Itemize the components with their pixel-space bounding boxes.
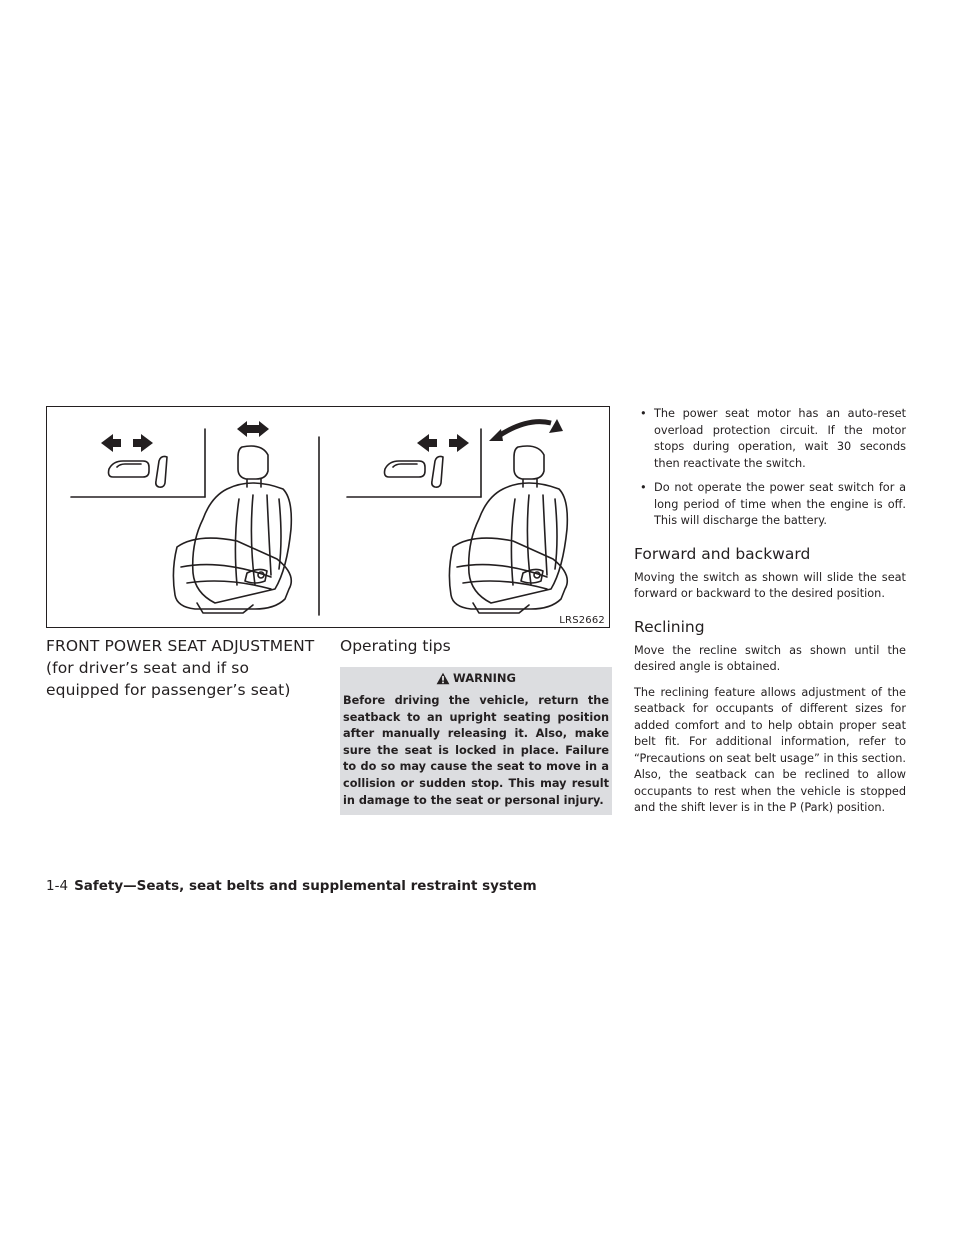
section-title	[46, 635, 316, 701]
section-title-line2: (for driver’s seat and if so	[46, 659, 250, 677]
recline-arrow	[489, 419, 563, 441]
slide-arrows-right	[417, 434, 469, 452]
warning-label: WARNING	[453, 671, 516, 685]
warning-triangle-icon	[436, 672, 450, 685]
right-panel	[347, 429, 567, 613]
page-number: 1-4	[46, 878, 69, 894]
forward-backward-text: Moving the switch as shown will slide the seat forward or backward to the desired position.	[634, 570, 906, 600]
section-title-line1: FRONT POWER SEAT ADJUSTMENT	[46, 637, 315, 655]
operating-tips-heading: Operating tips	[340, 637, 451, 655]
warning-header	[340, 667, 612, 689]
reclining-heading: Reclining	[634, 617, 705, 636]
seat-adjustment-figure	[46, 406, 610, 628]
reclining-text-2: The reclining feature allows adjustment of the seatback for occupants of different sizes for added comfort and to help obtain proper seat belt fit. For additional information, refer to “Precautions on seat belt usage” in this section. Also, the seatback can be reclined to allow occupants to rest when the vehicle is stopped and the shift lever is in the P (Park) position.	[634, 685, 906, 814]
section-title-line3: equipped for passenger’s seat)	[46, 681, 291, 699]
footer-section-title: Safety—Seats, seat belts and supplemental restraint system	[74, 878, 537, 894]
list-item: • Do not operate the power seat switch for a long period of time when the engine is off. This will discharge the battery.	[640, 481, 906, 527]
forward-backward-heading: Forward and backward	[634, 544, 811, 563]
slide-arrows-left	[101, 434, 153, 452]
column-3	[634, 406, 906, 826]
left-panel	[71, 429, 291, 613]
reclining-text-1: Move the recline switch as shown until the desired angle is obtained.	[634, 643, 906, 673]
warning-text: Before driving the vehicle, return the seatback to an upright seating position after manually releasing it. Also, make sure the seat is locked in place. Failure to do so may cause the seat to move in a collision or sudden stop. This may result in damage to the seat or personal injury.	[343, 694, 609, 807]
figure-code: LRS2662	[559, 615, 605, 626]
page-footer	[46, 878, 537, 894]
seat-illustration	[47, 407, 611, 629]
column-1	[46, 635, 316, 701]
list-item: • The power seat motor has an auto-reset overload protection circuit. If the motor stops during operation, wait 30 seconds then reactivate the switch.	[640, 407, 906, 470]
warning-box	[340, 667, 612, 815]
headrest-slide-arrow	[237, 421, 269, 437]
tips-list	[634, 406, 906, 530]
column-2	[340, 635, 612, 815]
